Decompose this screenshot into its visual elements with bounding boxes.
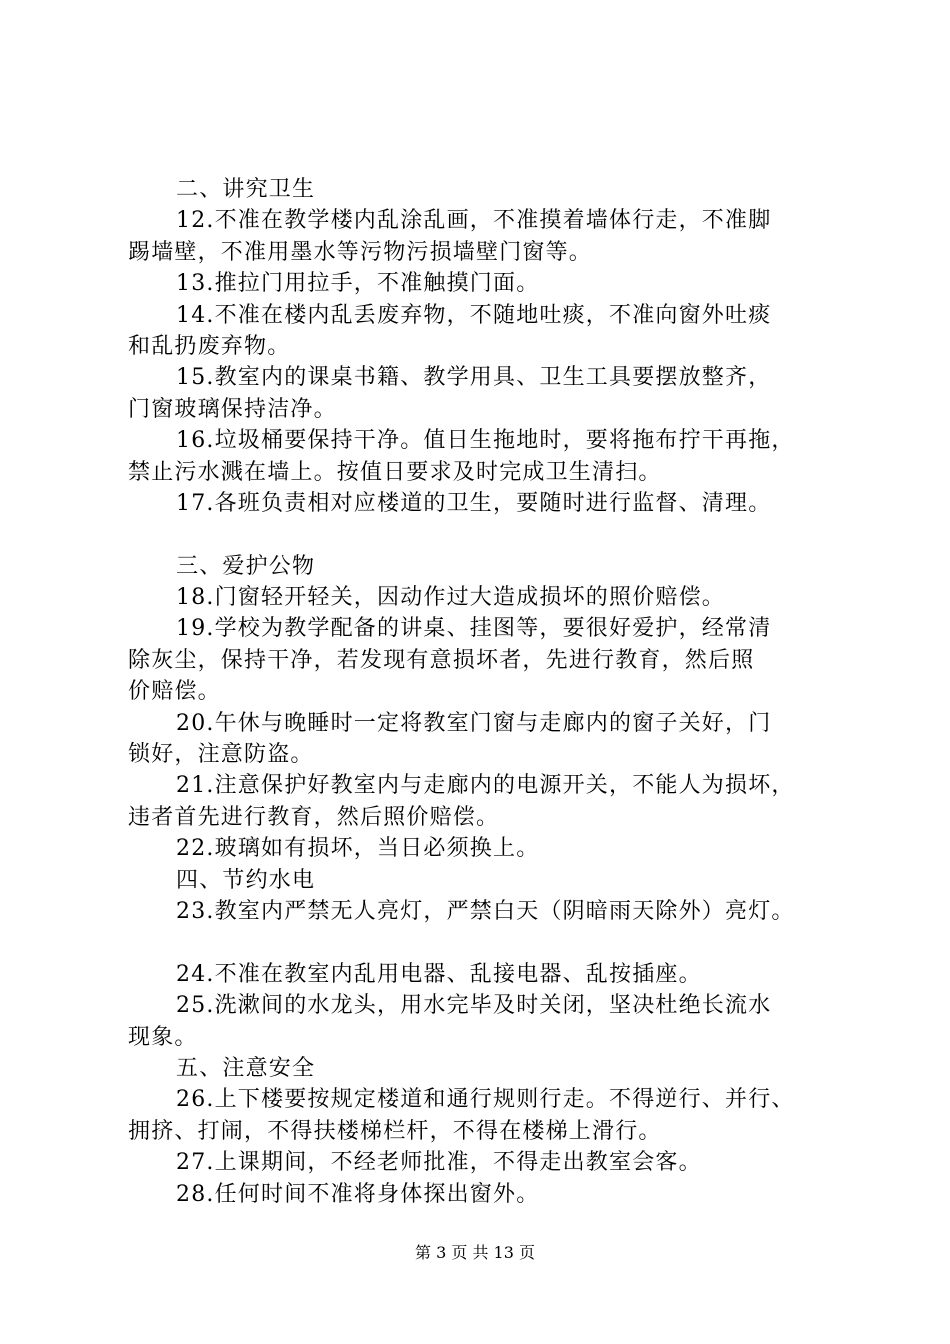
text-line: 26.上下楼要按规定楼道和通行规则行走。不得逆行、并行、 bbox=[176, 1087, 795, 1113]
text-line: 五、注意安全 bbox=[176, 1055, 316, 1081]
text-line: 21.注意保护好教室内与走廊内的电源开关，不能人为损坏， bbox=[176, 773, 795, 799]
text-line: 拥挤、打闹，不得扶楼梯栏杆，不得在楼梯上滑行。 bbox=[128, 1118, 662, 1144]
text-line: 25.洗漱间的水龙头，用水完毕及时关闭，坚决杜绝长流水 bbox=[176, 993, 772, 1019]
text-line: 四、节约水电 bbox=[176, 867, 316, 893]
text-line: 22.玻璃如有损坏，当日必须换上。 bbox=[176, 836, 540, 862]
text-line: 除灰尘，保持干净，若发现有意损坏者，先进行教育，然后照 bbox=[128, 647, 755, 673]
text-line: 三、爱护公物 bbox=[176, 553, 316, 579]
text-line: 锁好，注意防盗。 bbox=[128, 742, 314, 768]
blank-line bbox=[128, 519, 848, 550]
blank-line bbox=[128, 927, 848, 958]
text-line: 24.不准在教室内乱用电器、乱接电器、乱按插座。 bbox=[176, 961, 702, 987]
text-line: 现象。 bbox=[128, 1024, 198, 1050]
text-line: 13.推拉门用拉手，不准触摸门面。 bbox=[176, 271, 540, 297]
text-line: 门窗玻璃保持洁净。 bbox=[128, 396, 337, 422]
text-line: 17.各班负责相对应楼道的卫生，要随时进行监督、清理。 bbox=[176, 490, 772, 516]
text-line: 价赔偿。 bbox=[128, 679, 221, 705]
text-line: 12.不准在教学楼内乱涂乱画，不准摸着墙体行走，不准脚 bbox=[176, 208, 772, 234]
text-line: 踢墙壁，不准用墨水等污物污损墙壁门窗等。 bbox=[128, 239, 593, 265]
text-line: 16.垃圾桶要保持干净。值日生拖地时，要将拖布拧干再拖， bbox=[176, 428, 795, 454]
text-line: 18.门窗轻开轻关，因动作过大造成损坏的照价赔偿。 bbox=[176, 585, 725, 611]
text-line: 禁止污水溅在墙上。按值日要求及时完成卫生清扫。 bbox=[128, 459, 662, 485]
text-line: 14.不准在楼内乱丢废弃物，不随地吐痰，不准向窗外吐痰 bbox=[176, 302, 772, 328]
text-line: 28.任何时间不准将身体探出窗外。 bbox=[176, 1181, 540, 1207]
text-line: 27.上课期间，不经老师批准，不得走出教室会客。 bbox=[176, 1150, 702, 1176]
text-line: 20.午休与晚睡时一定将教室门窗与走廊内的窗子关好，门 bbox=[176, 710, 772, 736]
text-line: 23.教室内严禁无人亮灯，严禁白天（阴暗雨天除外）亮灯。 bbox=[176, 898, 795, 924]
text-line: 19.学校为教学配备的讲桌、挂图等，要很好爱护，经常清 bbox=[176, 616, 772, 642]
page-footer: 第 3 页 共 13 页 bbox=[415, 1243, 535, 1262]
document-body bbox=[128, 174, 848, 1210]
text-line: 和乱扔废弃物。 bbox=[128, 333, 291, 359]
text-line: 15.教室内的课桌书籍、教学用具、卫生工具要摆放整齐， bbox=[176, 365, 772, 391]
text-line: 二、讲究卫生 bbox=[176, 177, 316, 202]
text-line: 违者首先进行教育，然后照价赔偿。 bbox=[128, 804, 500, 830]
